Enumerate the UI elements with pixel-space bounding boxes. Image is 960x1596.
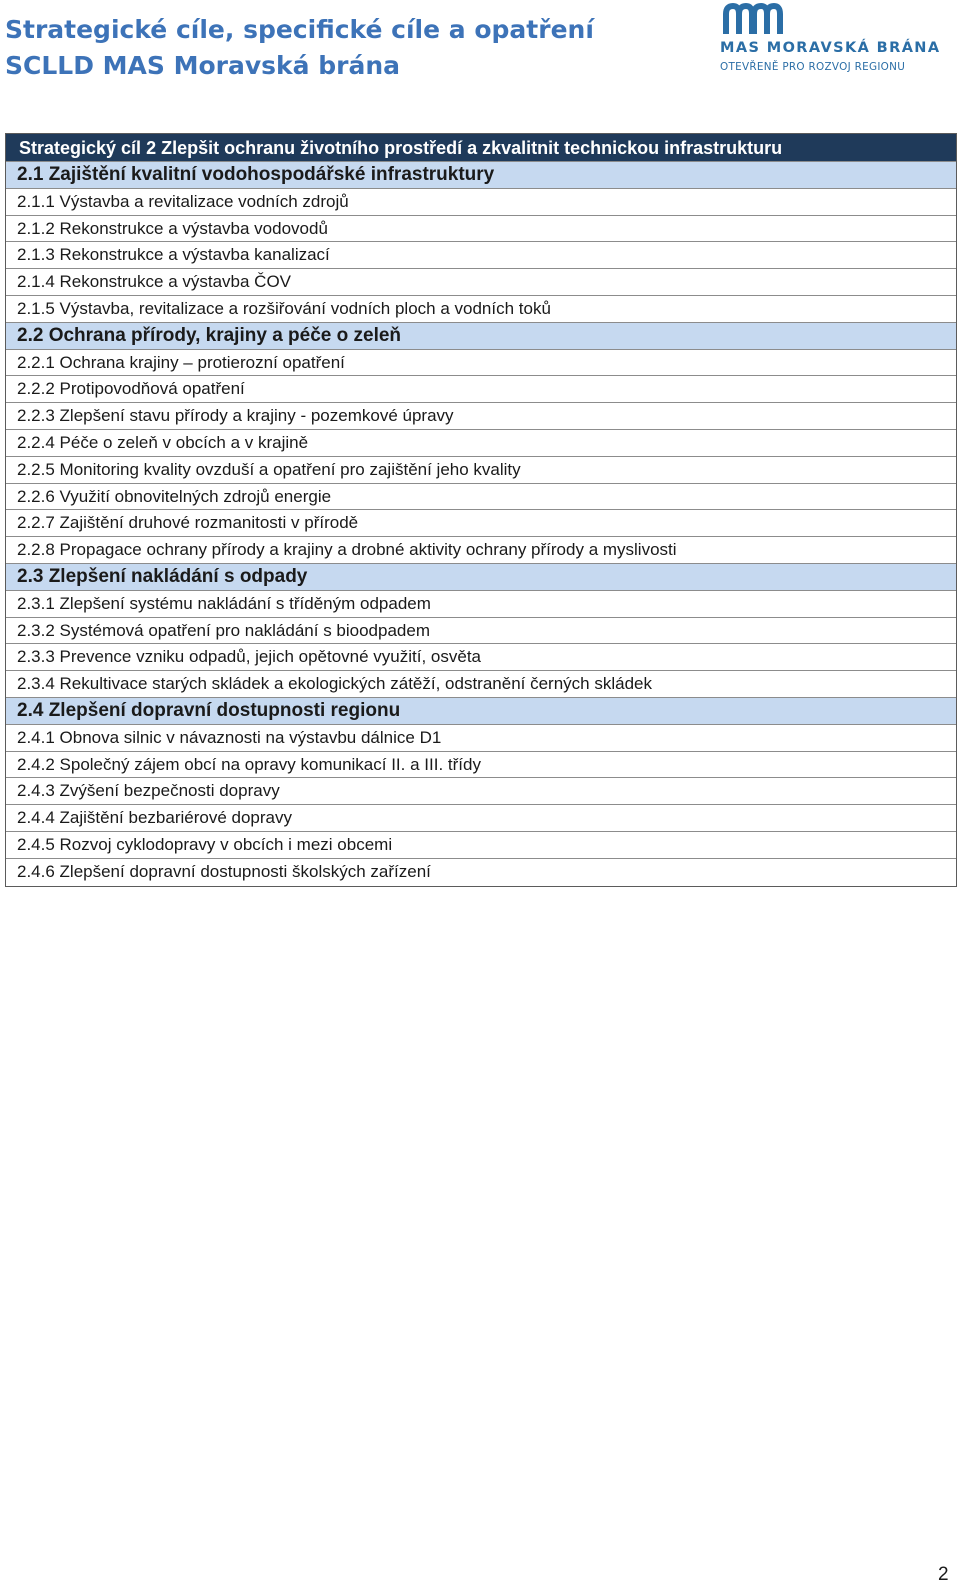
mas-logo-tagline: OTEVŘENĚ PRO ROZVOJ REGIONU [720, 61, 906, 73]
measure-row: 2.1.3 Rekonstrukce a výstavba kanalizací [6, 242, 956, 269]
measure-row: 2.2.6 Využití obnovitelných zdrojů energie [6, 484, 956, 511]
measure-row: 2.3.3 Prevence vzniku odpadů, jejich opětovné využití, osvěta [6, 644, 956, 671]
measure-row: 2.3.1 Zlepšení systému nakládání s tříděným odpadem [6, 591, 956, 618]
measure-row: 2.1.5 Výstavba, revitalizace a rozšiřování vodních ploch a vodních toků [6, 296, 956, 323]
measure-row: 2.1.4 Rekonstrukce a výstavba ČOV [6, 269, 956, 296]
measure-row: 2.4.2 Společný zájem obcí na opravy komunikací II. a III. třídy [6, 752, 956, 779]
strategic-goal-row: Strategický cíl 2 Zlepšit ochranu životního prostředí a zkvalitnit technickou infrastrukturu [6, 134, 956, 162]
measure-row: 2.2.7 Zajištění druhové rozmanitosti v přírodě [6, 510, 956, 537]
measure-row: 2.4.4 Zajištění bezbariérové dopravy [6, 805, 956, 832]
measure-row: 2.3.4 Rekultivace starých skládek a ekologických zátěží, odstranění černých skládek [6, 671, 956, 698]
measure-row: 2.1.1 Výstavba a revitalizace vodních zdrojů [6, 189, 956, 216]
measure-row: 2.4.5 Rozvoj cyklodopravy v obcích i mezi obcemi [6, 832, 956, 859]
measure-row: 2.2.1 Ochrana krajiny – protierozní opatření [6, 350, 956, 377]
measure-row: 2.1.2 Rekonstrukce a výstavba vodovodů [6, 216, 956, 243]
measure-row: 2.2.5 Monitoring kvality ovzduší a opatření pro zajištění jeho kvality [6, 457, 956, 484]
mas-logo-mark-icon [723, 2, 783, 36]
page-title-line-2: SCLLD MAS Moravská brána [5, 51, 400, 80]
measure-row: 2.2.3 Zlepšení stavu přírody a krajiny - pozemkové úpravy [6, 403, 956, 430]
measure-row: 2.2.8 Propagace ochrany přírody a krajiny a drobné aktivity ochrany přírody a myslivosti [6, 537, 956, 564]
measure-row: 2.4.3 Zvýšení bezpečnosti dopravy [6, 778, 956, 805]
measure-row: 2.2.4 Péče o zeleň v obcích a v krajině [6, 430, 956, 457]
mas-logo-name: MAS MORAVSKÁ BRÁNA [720, 40, 941, 56]
measure-row: 2.4.1 Obnova silnic v návaznosti na výstavbu dálnice D1 [6, 725, 956, 752]
specific-goal-row: 2.2 Ochrana přírody, krajiny a péče o zeleň [6, 323, 956, 350]
specific-goal-row: 2.1 Zajištění kvalitní vodohospodářské infrastruktury [6, 162, 956, 189]
page-title [5, 12, 594, 84]
specific-goal-row: 2.3 Zlepšení nakládání s odpady [6, 564, 956, 591]
mas-logo [718, 2, 956, 78]
strategic-goals-table [5, 133, 957, 887]
page-number: 2 [938, 1564, 949, 1585]
specific-goal-row: 2.4 Zlepšení dopravní dostupnosti regionu [6, 698, 956, 725]
measure-row: 2.4.6 Zlepšení dopravní dostupnosti školských zařízení [6, 859, 956, 886]
measure-row: 2.3.2 Systémová opatření pro nakládání s bioodpadem [6, 618, 956, 645]
measure-row: 2.2.2 Protipovodňová opatření [6, 376, 956, 403]
page-title-line-1: Strategické cíle, specifické cíle a opatření [5, 15, 594, 44]
